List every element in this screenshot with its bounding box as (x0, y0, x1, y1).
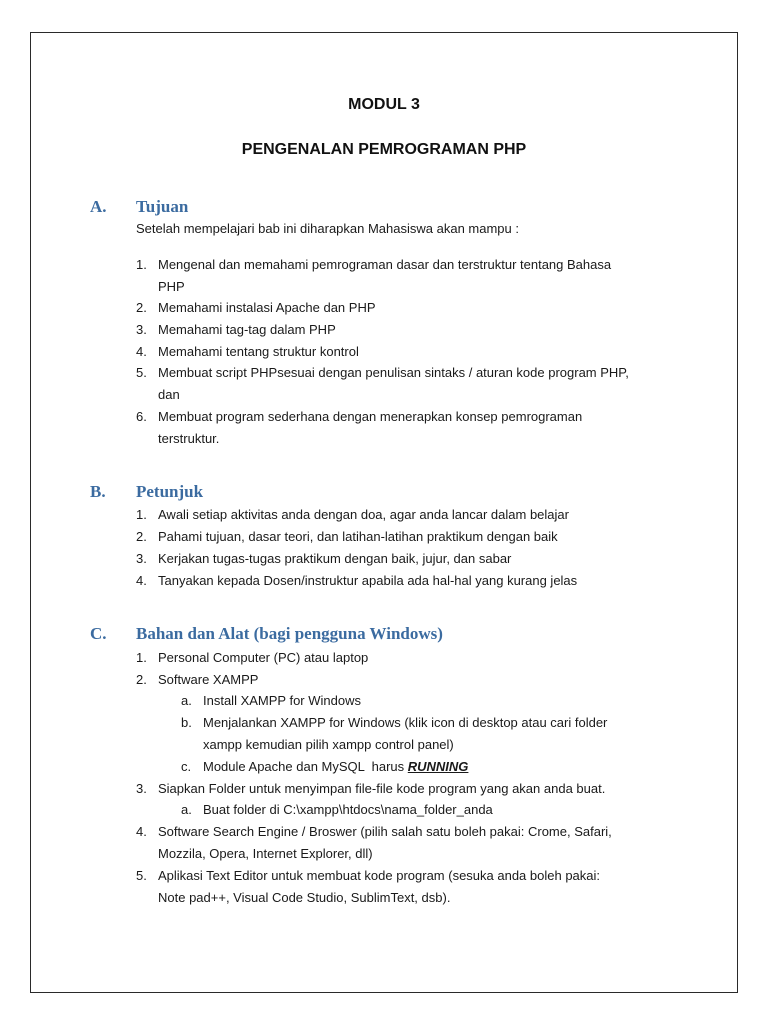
list-text-continued: Note pad++, Visual Code Studio, SublimText, dsb). (158, 890, 451, 905)
section-b-title: Petunjuk (136, 482, 204, 501)
list-text: Memahami instalasi Apache dan PHP (158, 300, 376, 315)
sub-list-text: Buat folder di C:\xampp\htdocs\nama_folder_anda (203, 802, 493, 817)
list-number: 2. (136, 529, 147, 544)
list-text: Personal Computer (PC) atau laptop (158, 650, 369, 665)
sub-list-text-plain: Module Apache dan MySQL harus (203, 759, 408, 774)
sub-list-letter: a. (181, 693, 192, 708)
sub-list-text: Install XAMPP for Windows (203, 693, 361, 708)
section-a-intro: Setelah mempelajari bab ini diharapkan Mahasiswa akan mampu : (136, 221, 519, 236)
list-number: 2. (136, 300, 147, 315)
list-text-continued: dan (158, 387, 180, 402)
sub-list-text: Menjalankan XAMPP for Windows (klik icon di desktop atau cari folder (203, 715, 608, 730)
list-number: 3. (136, 781, 147, 796)
section-a-letter: A. (90, 197, 107, 216)
section-a-title: Tujuan (136, 197, 189, 216)
list-text-continued: Mozzila, Opera, Internet Explorer, dll) (158, 846, 373, 861)
sub-list-letter: a. (181, 802, 192, 817)
list-number: 5. (136, 365, 147, 380)
section-c-letter: C. (90, 624, 107, 643)
module-title: MODUL 3 (348, 96, 420, 113)
running-emphasis: RUNNING (407, 759, 469, 774)
list-text: Memahami tag-tag dalam PHP (158, 322, 336, 337)
sub-list-letter: b. (181, 715, 192, 730)
list-text: Siapkan Folder untuk menyimpan file-file kode program yang akan anda buat. (158, 781, 606, 796)
list-text: Awali setiap aktivitas anda dengan doa, agar anda lancar dalam belajar (158, 507, 569, 522)
list-number: 3. (136, 322, 147, 337)
section-a-heading (90, 197, 188, 217)
list-text: Tanyakan kepada Dosen/instruktur apabila ada hal-hal yang kurang jelas (158, 573, 578, 588)
list-number: 4. (136, 824, 147, 839)
list-number: 2. (136, 672, 147, 687)
document-subtitle: PENGENALAN PEMROGRAMAN PHP (241, 141, 527, 158)
sub-list-text (203, 756, 468, 778)
sub-list-letter: c. (181, 759, 192, 774)
list-text: Software Search Engine / Broswer (pilih salah satu boleh pakai: Crome, Safari, (158, 824, 612, 839)
list-text: Memahami tentang struktur kontrol (158, 344, 359, 359)
list-number: 5. (136, 868, 147, 883)
section-c-title: Bahan dan Alat (bagi pengguna Windows) (136, 624, 443, 643)
list-text-continued: PHP (158, 279, 185, 294)
section-c-heading (90, 624, 443, 644)
list-text: Membuat program sederhana dengan menerapkan konsep pemrograman (158, 409, 583, 424)
list-text: Aplikasi Text Editor untuk membuat kode program (sesuka anda boleh pakai: (158, 868, 601, 883)
list-number: 1. (136, 507, 147, 522)
list-number: 1. (136, 257, 147, 272)
list-text: Membuat script PHPsesuai dengan penulisan sintaks / aturan kode program PHP, (158, 365, 629, 380)
list-number: 4. (136, 573, 147, 588)
list-number: 6. (136, 409, 147, 424)
list-text-continued: terstruktur. (158, 431, 220, 446)
list-text: Software XAMPP (158, 672, 259, 687)
list-text: Pahami tujuan, dasar teori, dan latihan-latihan praktikum dengan baik (158, 529, 558, 544)
list-text: Kerjakan tugas-tugas praktikum dengan baik, jujur, dan sabar (158, 551, 512, 566)
section-b-heading (90, 482, 203, 502)
list-number: 4. (136, 344, 147, 359)
sub-list-text-continued: xampp kemudian pilih xampp control panel) (203, 737, 454, 752)
section-b-letter: B. (90, 482, 106, 501)
list-number: 3. (136, 551, 147, 566)
list-number: 1. (136, 650, 147, 665)
list-text: Mengenal dan memahami pemrograman dasar dan terstruktur tentang Bahasa (158, 257, 612, 272)
